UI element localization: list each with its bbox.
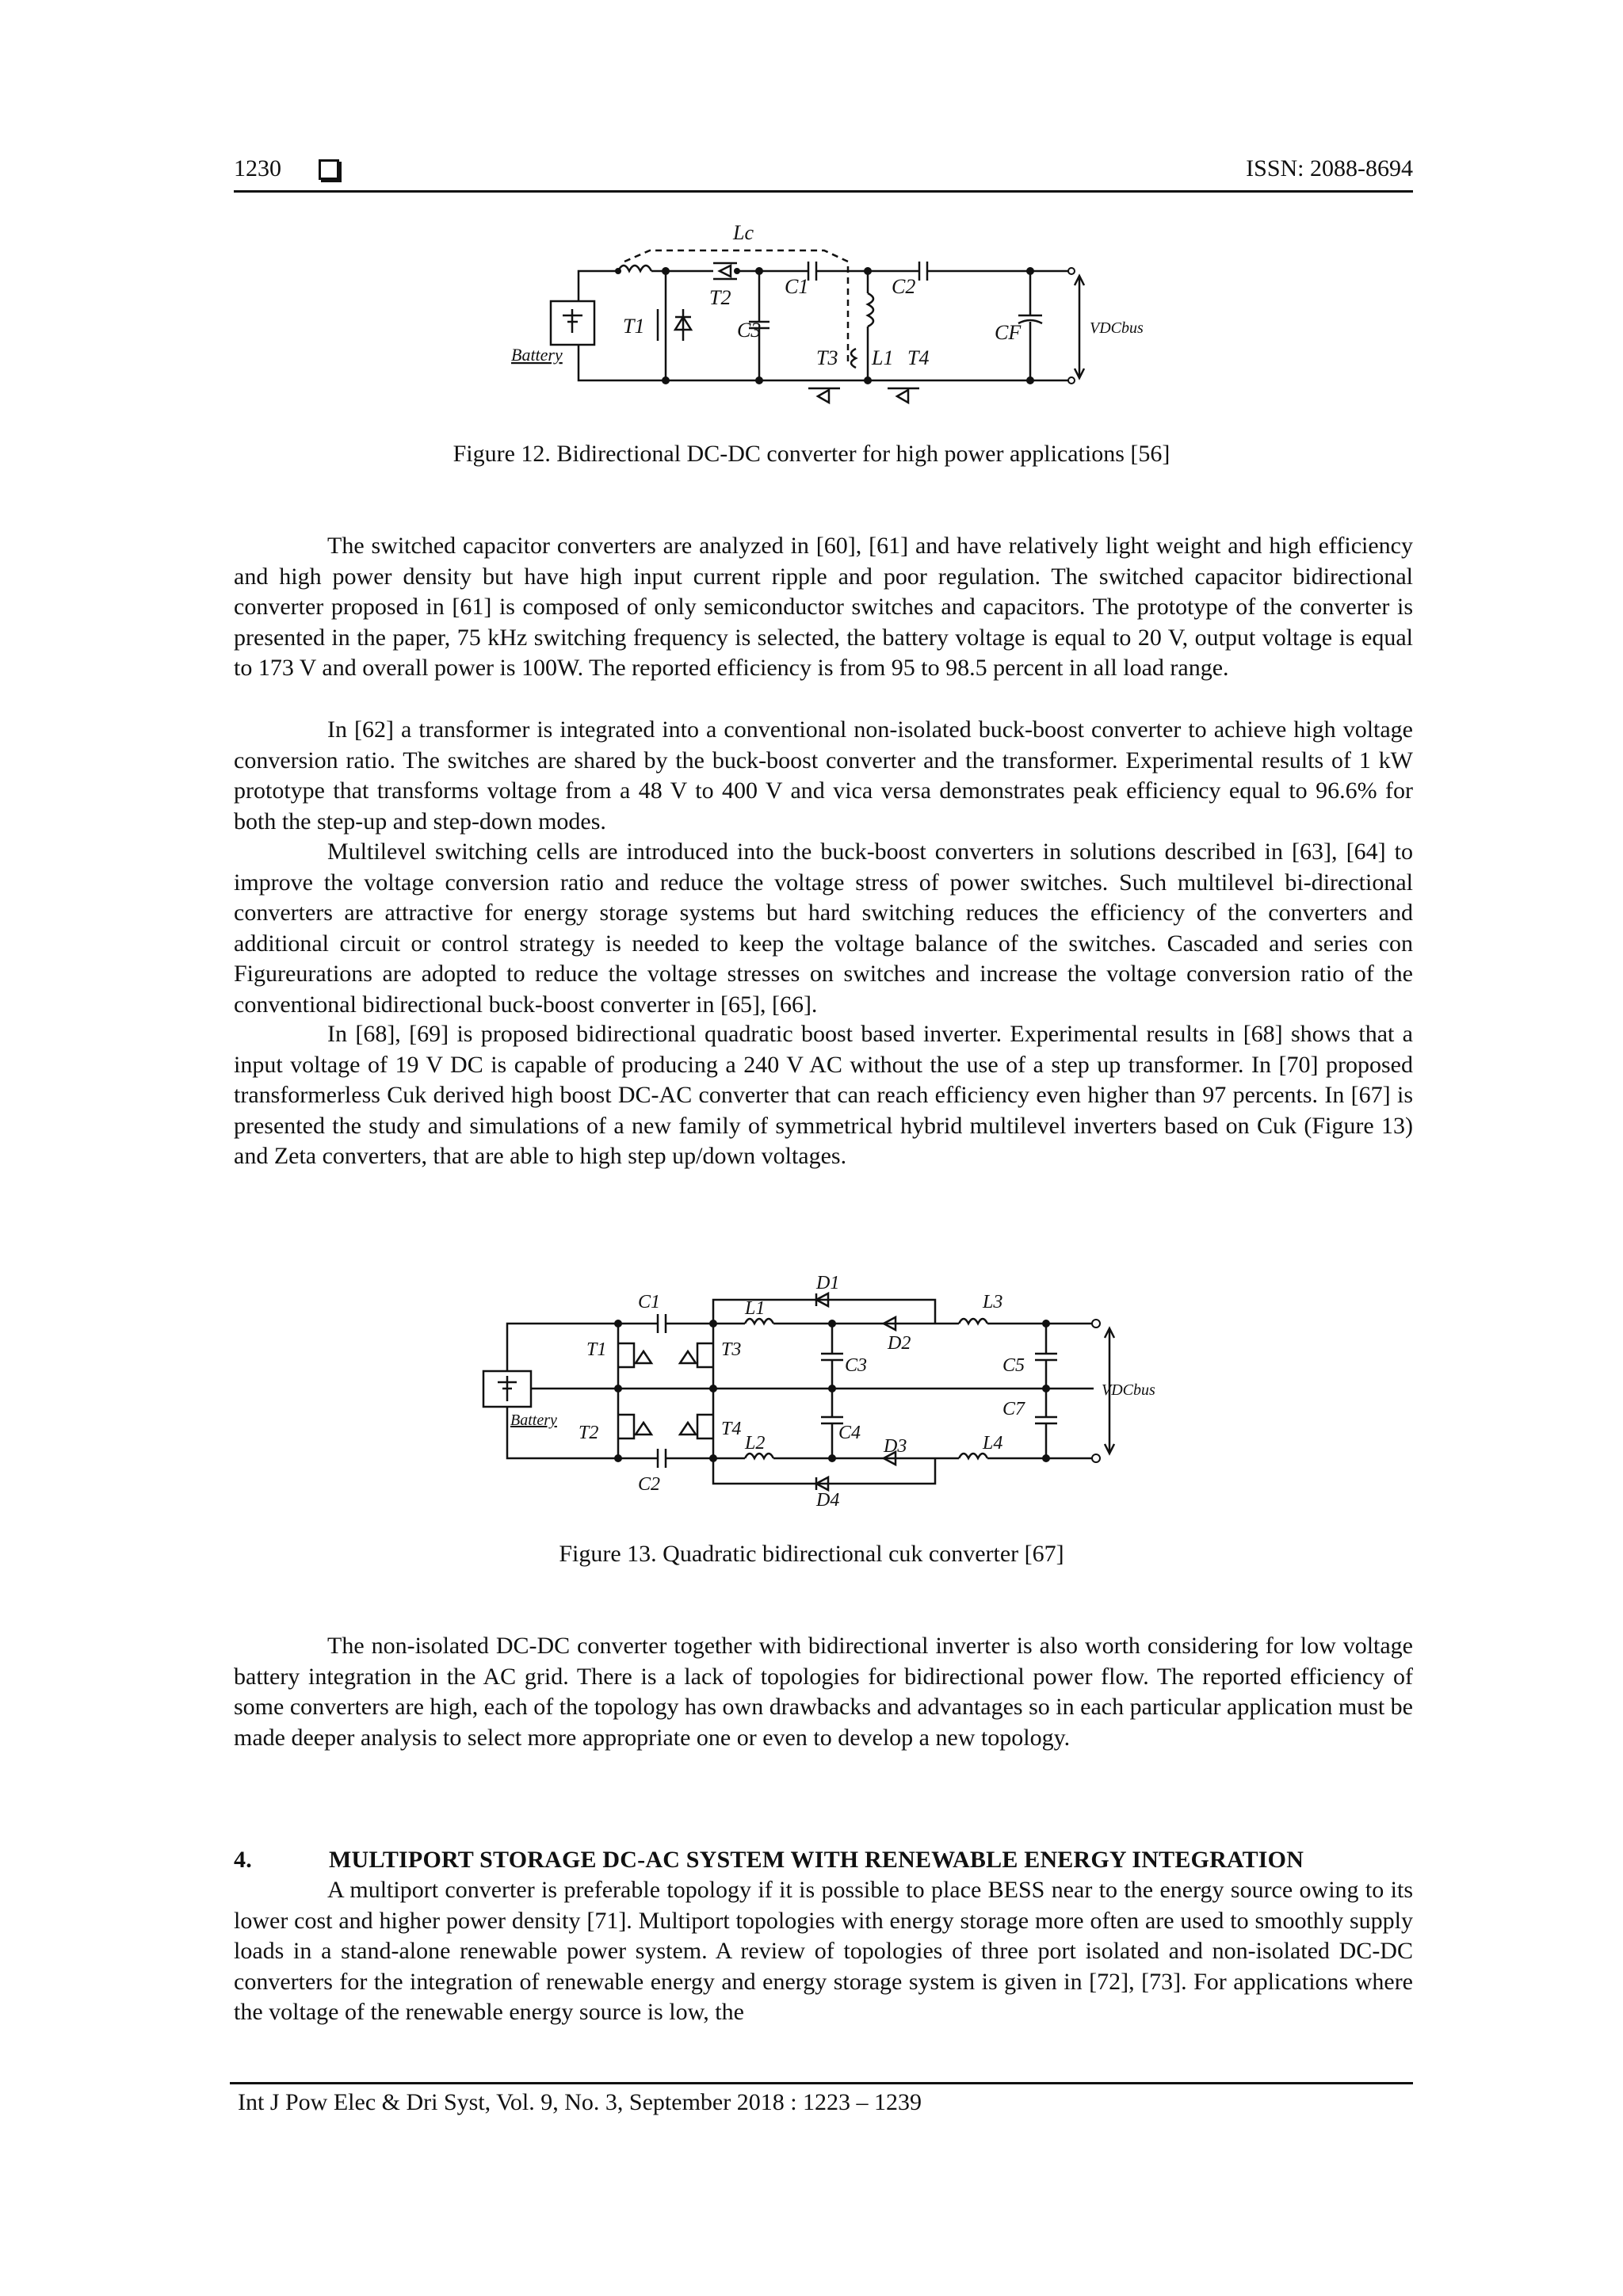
fig13-label-d3: D3: [884, 1436, 907, 1457]
page-number: 1230: [234, 155, 281, 181]
figure-12-caption: Figure 12. Bidirectional DC-DC converter for high power applications [56]: [453, 441, 1170, 467]
fig12-label-battery: Battery: [511, 345, 563, 365]
fig12-label-l1: L1: [872, 346, 894, 369]
section-4-title: MULTIPORT STORAGE DC-AC SYSTEM WITH RENEWABLE ENERGY INTEGRATION: [329, 1847, 1304, 1873]
section-4-heading: [234, 1847, 1304, 1874]
fig12-label-c2: C2: [892, 275, 916, 298]
fig13-label-c4: C4: [838, 1423, 861, 1443]
fig13-label-t2: T2: [579, 1423, 599, 1443]
fig13-label-l2: L2: [745, 1433, 766, 1454]
fig13-label-l1: L1: [745, 1298, 766, 1319]
fig13-label-battery: Battery: [510, 1412, 557, 1429]
fig12-label-lc: Lc: [733, 221, 754, 244]
paragraph-5: The non-isolated DC-DC converter together with bidirectional inverter is also worth considering for low voltage battery integration in the AC grid. There is a lack of topologies for bidirectional power flow. The reported efficiency of some converters are high, each of the topology has own drawbacks and advantages so in each particular application must be made deeper analysis to select more appropriate one or even to develop a new topology.: [234, 1633, 1413, 1751]
checkbox-glyph: [319, 159, 339, 182]
paragraph-2: In [62] a transformer is integrated into a conventional non-isolated buck-boost converter to achieve high voltage conversion ratio. The switches are shared by the buck-boost converter and the transformer. Experimental results of 1 kW prototype that transforms voltage from a 48 V to 400 V and vica versa demonstrates peak efficiency equal to 96.6% for both the step-up and step-down modes.: [234, 716, 1413, 835]
fig12-label-vdc: VDCbus: [1090, 319, 1144, 337]
fig12-label-cf: CF: [995, 321, 1022, 344]
fig13-label-d4: D4: [816, 1490, 840, 1511]
fig12-label-t1: T1: [623, 315, 645, 338]
fig13-label-c2: C2: [638, 1474, 661, 1495]
paragraph-3: Multilevel switching cells are introduced into the buck-boost converters in solutions described in [63], [64] to improve the voltage conversion ratio and reduce the voltage stress of power switches. Such multilevel bi-directional converters are attractive for energy storage systems but hard switching reduces the efficiency of the converters and additional circuit or control strategy is needed to keep the voltage balance of the switches. Cascaded and series con Figureurations are adopted to reduce the voltage stresses on switches and increase the voltage conversion ratio of the conventional bidirectional buck-boost converter in [65], [66].: [234, 839, 1413, 1018]
fig12-label-t4: T4: [907, 346, 930, 369]
footer-rule: [230, 2082, 1413, 2084]
figure-12-circuit: [507, 221, 1144, 412]
footer-citation: Int J Pow Elec & Dri Syst, Vol. 9, No. 3, September 2018 : 1223 – 1239: [238, 2089, 922, 2115]
fig13-label-d2: D2: [888, 1333, 911, 1354]
paragraph-1: The switched capacitor converters are analyzed in [60], [61] and have relatively light weight and high efficiency and high power density but have high input current ripple and poor regulation. The switched capacitor bidirectional converter proposed in [61] is composed of only semiconductor switches and capacitors. The prototype of the converter is presented in the paper, 75 kHz switching frequency is selected, the battery voltage is equal to 20 V, output voltage is equal to 173 V and overall power is 100W. The reported efficiency is from 95 to 98.5 percent in all load range.: [234, 533, 1413, 681]
fig12-label-t3: T3: [816, 346, 838, 369]
fig13-label-c3: C3: [845, 1355, 868, 1376]
fig13-label-l4: L4: [983, 1433, 1003, 1454]
fig12-label-c3: C3: [737, 319, 762, 342]
section-4-number: 4.: [234, 1847, 252, 1873]
fig12-label-t2: T2: [709, 286, 731, 309]
fig13-label-c7: C7: [1002, 1399, 1025, 1419]
paragraph-4: In [68], [69] is proposed bidirectional quadratic boost based inverter. Experimental results in [68] shows that a input voltage of 19 V DC is capable of producing a 240 V AC without the use of a step up transformer. In [70] proposed transformerless Cuk derived high boost DC-AC converter that can reach efficiency even higher than 97 percents. In [67] is presented the study and simulations of a new family of symmetrical hybrid multilevel inverters based on Cuk (Figure 13) and Zeta converters, that are able to high step up/down voltages.: [234, 1021, 1413, 1169]
header-rule: [234, 190, 1413, 193]
fig12-label-c1: C1: [785, 275, 809, 298]
fig13-label-vdc: VDCbus: [1102, 1381, 1155, 1399]
figure-13-caption: Figure 13. Quadratic bidirectional cuk converter [67]: [559, 1541, 1064, 1567]
fig13-label-t4: T4: [721, 1419, 742, 1439]
fig13-label-l3: L3: [983, 1292, 1003, 1312]
figure-13-circuit: [475, 1273, 1189, 1511]
fig13-label-t3: T3: [721, 1339, 742, 1360]
fig13-label-d1: D1: [816, 1273, 840, 1293]
section-4-paragraph: A multiport converter is preferable topology if it is possible to place BESS near to the energy source owing to its lower cost and higher power density [71]. Multiport topologies with energy storage more often are used to smoothly supply loads in a stand-alone renewable power system. A review of topologies of three port isolated and non-isolated DC-DC converters for the integration of renewable energy and energy storage system is given in [72], [73]. For applications where the voltage of the renewable energy source is low, the: [234, 1877, 1413, 2025]
journal-issn: ISSN: 2088-8694: [1246, 155, 1413, 181]
fig13-label-c1: C1: [638, 1292, 661, 1312]
fig13-label-t1: T1: [586, 1339, 607, 1360]
fig13-label-c5: C5: [1002, 1355, 1025, 1376]
